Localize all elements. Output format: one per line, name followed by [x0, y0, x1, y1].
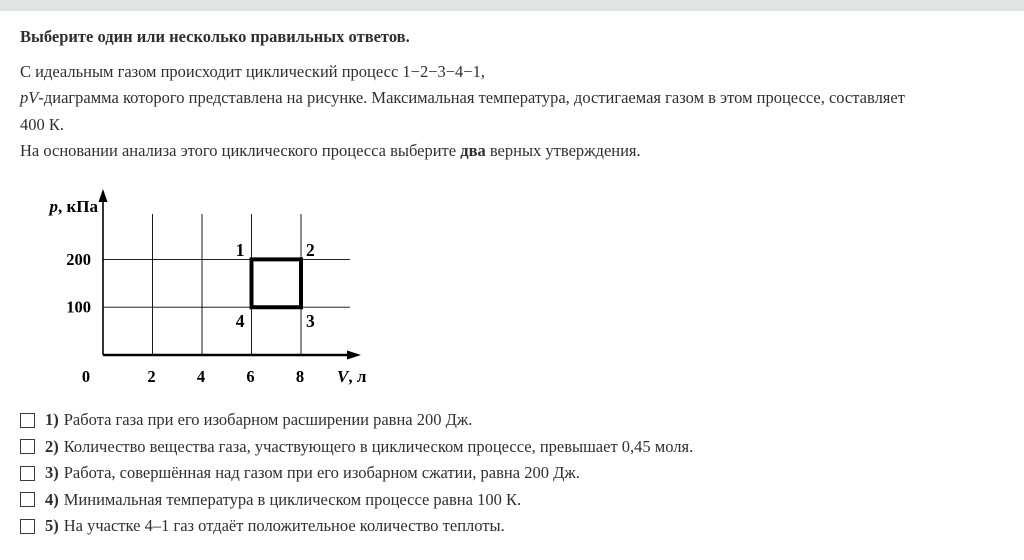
- question-line: С идеальным газом происходит циклический процесс 1−2−3−4−1,: [20, 62, 485, 81]
- x-tick-label: 2: [147, 367, 156, 386]
- option-checkbox[interactable]: [20, 466, 35, 481]
- question-paragraph: [20, 59, 1012, 164]
- option-checkbox[interactable]: [20, 519, 35, 534]
- option-number: 3): [45, 463, 59, 483]
- y-axis-label: p, кПа: [49, 197, 98, 216]
- point-label: 1: [235, 239, 245, 260]
- top-bar: [0, 0, 1024, 11]
- point-label: 2: [306, 239, 315, 260]
- option-text: Работа, совершённая над газом при его изобарном сжатии, равна 200 Дж.: [63, 463, 580, 483]
- option-row: [20, 407, 693, 434]
- option-checkbox[interactable]: [20, 439, 35, 454]
- x-tick-label: 8: [295, 367, 305, 386]
- option-number: 2): [45, 436, 59, 456]
- x-axis-arrow-icon: [347, 351, 361, 360]
- option-text: Количество вещества газа, участвующего в циклическом процессе, превышает 0,45 моля.: [63, 436, 694, 456]
- option-text: Минимальная температура в циклическом процессе равна 100 К.: [63, 489, 522, 509]
- option-row: [20, 434, 693, 461]
- pv-italic: pV: [20, 88, 39, 108]
- option-row: [20, 513, 693, 540]
- option-text: Работа газа при его изобарном расширении равна 200 Дж.: [63, 410, 473, 430]
- x-axis-label: V, л: [337, 367, 367, 386]
- option-row: [20, 487, 693, 514]
- option-text: На участке 4–1 газ отдаёт положительное количество теплоты.: [63, 516, 505, 536]
- option-checkbox[interactable]: [20, 413, 35, 428]
- question-line: pV-диаграмма которого представлена на рисунке. Максимальная температура, достигаемая газом в этом процессе, составляет: [20, 88, 905, 108]
- pv-diagram-svg: [35, 188, 380, 395]
- options-list: [20, 407, 693, 540]
- y-tick-label: 100: [66, 297, 91, 317]
- option-checkbox[interactable]: [20, 492, 35, 507]
- question-line: На основании анализа этого циклического процесса выберите два верных утверждения.: [20, 140, 641, 160]
- x-tick-label: 4: [196, 367, 206, 386]
- option-row: [20, 460, 693, 487]
- page-title: Выберите один или несколько правильных ответов.: [20, 27, 410, 46]
- option-number: 4): [45, 489, 59, 509]
- cycle-path: [252, 259, 302, 307]
- y-axis-arrow-icon: [99, 189, 108, 202]
- pv-diagram: [35, 188, 380, 395]
- x-tick-label: 6: [246, 367, 255, 386]
- y-tick-label: 200: [66, 249, 91, 269]
- point-label: 4: [235, 311, 245, 332]
- option-number: 1): [45, 410, 59, 430]
- question-line: 400 К.: [20, 114, 65, 134]
- x-tick-label: 0: [81, 367, 91, 386]
- point-label: 3: [306, 311, 315, 332]
- option-number: 5): [45, 516, 59, 536]
